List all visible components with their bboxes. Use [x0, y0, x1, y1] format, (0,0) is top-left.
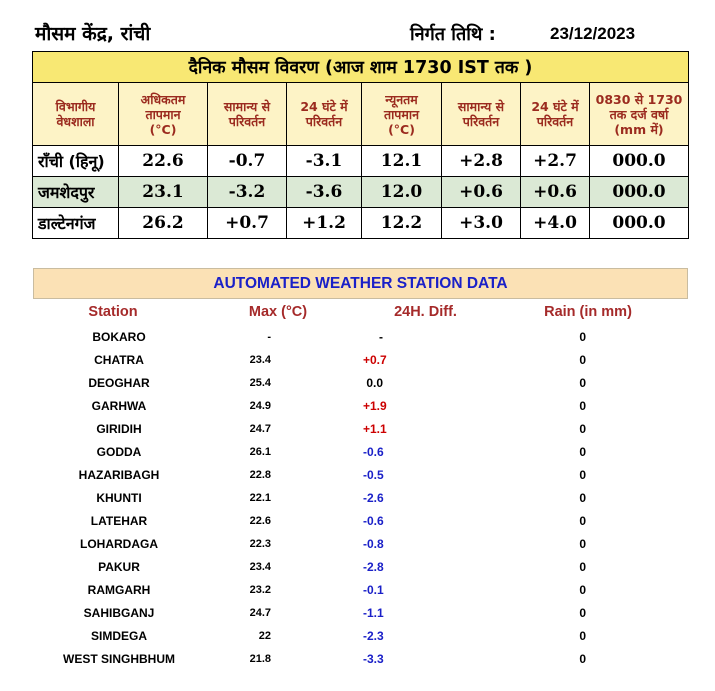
aws-cell-diff: +0.7 — [363, 352, 387, 367]
aws-cell-diff: +1.9 — [363, 398, 387, 413]
aws-cell-rain: 0 — [579, 513, 586, 528]
aws-cell-max: - — [267, 330, 271, 343]
aws-row — [33, 371, 688, 394]
aws-cell-diff: -2.8 — [363, 559, 384, 574]
aws-cell-rain: 0 — [579, 329, 586, 344]
daily-cell-min: 12.2 — [362, 208, 442, 239]
daily-row — [33, 177, 689, 208]
daily-cell-rain: 000.0 — [590, 146, 689, 177]
aws-cell-diff: -2.3 — [363, 628, 384, 643]
aws-cell-rain: 0 — [579, 582, 586, 597]
aws-cell-max: 22.3 — [249, 537, 271, 550]
daily-cell-min: 12.1 — [362, 146, 442, 177]
aws-cell-diff: 0.0 — [366, 375, 383, 390]
aws-header-diff: 24H. Diff. — [394, 304, 457, 320]
aws-cell-max: 24.7 — [249, 606, 271, 619]
aws-cell-rain: 0 — [579, 444, 586, 459]
daily-column-header-line: सामान्य से — [223, 99, 271, 114]
daily-column-header-line: परिवर्तन — [305, 114, 343, 129]
aws-cell-max: 22.1 — [249, 491, 271, 504]
daily-column-header-line: वेधशाला — [56, 114, 95, 129]
aws-cell-station: SAHIBGANJ — [83, 605, 155, 620]
daily-cell-max-dev: -3.2 — [208, 177, 287, 208]
daily-cell-rain: 000.0 — [590, 208, 689, 239]
daily-column-header — [208, 83, 287, 146]
daily-column-header-line: न्यूनतम — [385, 91, 418, 107]
aws-header-row — [33, 299, 688, 325]
daily-cell-station: डाल्टेनगंज — [33, 208, 119, 239]
aws-cell-diff: -1.1 — [363, 605, 384, 620]
aws-row — [33, 348, 688, 371]
aws-cell-rain: 0 — [579, 628, 586, 643]
daily-column-header-line: तक दर्ज वर्षा — [609, 106, 669, 122]
daily-cell-max-dev: -0.7 — [208, 146, 287, 177]
aws-cell-diff: -0.8 — [363, 536, 384, 551]
aws-cell-station: CHATRA — [94, 352, 144, 367]
aws-cell-diff: -3.3 — [363, 651, 384, 666]
aws-row — [33, 532, 688, 555]
aws-cell-rain: 0 — [579, 398, 586, 413]
daily-column-header-line: परिवर्तन — [462, 114, 500, 129]
daily-column-header-line: तापमान — [145, 106, 181, 122]
daily-cell-max: 22.6 — [119, 146, 208, 177]
daily-column-header — [33, 83, 119, 146]
aws-cell-max: 21.8 — [249, 652, 271, 665]
daily-column-header-line: 24 घंटे में — [531, 99, 579, 114]
daily-row — [33, 146, 689, 177]
aws-cell-max: 25.4 — [249, 376, 271, 389]
aws-cell-rain: 0 — [579, 490, 586, 505]
aws-cell-station: GARHWA — [91, 398, 147, 413]
daily-table-title: दैनिक मौसम विवरण (आज शाम 1730 IST तक ) — [33, 52, 689, 83]
daily-cell-min-24h: +2.7 — [521, 146, 590, 177]
aws-row — [33, 555, 688, 578]
aws-cell-station: DEOGHAR — [88, 375, 150, 390]
aws-cell-max: 23.4 — [249, 560, 271, 573]
aws-section — [33, 268, 688, 670]
aws-cell-station: SIMDEGA — [90, 628, 147, 643]
daily-column-header-line: विभागीय — [55, 99, 96, 114]
daily-column-header-line: (mm में) — [614, 121, 664, 137]
daily-cell-station: जमशेदपुर — [33, 177, 119, 208]
aws-cell-diff: -0.6 — [363, 444, 384, 459]
aws-cell-station: HAZARIBAGH — [78, 467, 160, 482]
daily-cell-max-24h: +1.2 — [287, 208, 362, 239]
daily-column-header-line: (°C) — [388, 121, 415, 137]
aws-row — [33, 486, 688, 509]
aws-cell-max: 22.8 — [249, 468, 271, 481]
aws-cell-max: 23.2 — [249, 583, 271, 596]
daily-column-header — [287, 83, 362, 146]
aws-row — [33, 624, 688, 647]
issue-date: 23/12/2023 — [550, 24, 636, 43]
aws-row — [33, 440, 688, 463]
aws-row — [33, 325, 688, 348]
daily-cell-min: 12.0 — [362, 177, 442, 208]
aws-cell-rain: 0 — [579, 375, 586, 390]
daily-column-header-line: अधिकतम — [140, 91, 186, 107]
daily-weather-table — [32, 51, 689, 239]
aws-cell-station: LATEHAR — [90, 513, 148, 528]
aws-row — [33, 463, 688, 486]
daily-column-header — [119, 83, 208, 146]
daily-column-header-line: परिवर्तन — [228, 114, 266, 129]
aws-row — [33, 394, 688, 417]
aws-cell-diff: -2.6 — [363, 490, 384, 505]
aws-cell-rain: 0 — [579, 651, 586, 666]
aws-cell-diff: -0.6 — [363, 513, 384, 528]
aws-row — [33, 647, 688, 670]
aws-row — [33, 601, 688, 624]
aws-header-max: Max (°C) — [248, 304, 308, 320]
daily-cell-max: 23.1 — [119, 177, 208, 208]
daily-column-header-line: परिवर्तन — [536, 114, 574, 129]
aws-cell-station: BOKARO — [92, 329, 146, 344]
aws-cell-diff: -0.1 — [363, 582, 384, 597]
daily-column-header — [590, 83, 689, 146]
aws-cell-station: RAMGARH — [87, 582, 151, 597]
aws-cell-station: GODDA — [96, 444, 142, 459]
aws-cell-rain: 0 — [579, 605, 586, 620]
aws-cell-station: WEST SINGHBHUM — [63, 651, 175, 666]
daily-column-header-line: सामान्य से — [457, 99, 505, 114]
aws-header-rain: Rain (in mm) — [544, 304, 632, 320]
daily-cell-rain: 000.0 — [590, 177, 689, 208]
aws-header-station: Station — [88, 304, 138, 320]
daily-column-header-line: 0830 से 1730 — [595, 91, 683, 107]
daily-cell-max: 26.2 — [119, 208, 208, 239]
daily-column-header — [521, 83, 590, 146]
daily-row — [33, 208, 689, 239]
aws-cell-station: LOHARDAGA — [80, 536, 158, 551]
aws-cell-rain: 0 — [579, 467, 586, 482]
aws-cell-max: 24.9 — [249, 399, 271, 412]
aws-cell-rain: 0 — [579, 536, 586, 551]
daily-cell-max-24h: -3.1 — [287, 146, 362, 177]
aws-cell-rain: 0 — [579, 352, 586, 367]
daily-column-header-line: तापमान — [383, 106, 420, 122]
daily-cell-max-dev: +0.7 — [208, 208, 287, 239]
daily-column-header — [442, 83, 521, 146]
aws-cell-rain: 0 — [579, 421, 586, 436]
aws-cell-max: 24.7 — [249, 422, 271, 435]
aws-cell-rain: 0 — [579, 559, 586, 574]
daily-column-header-line: 24 घंटे में — [300, 99, 348, 114]
daily-cell-station: राँची (हिनू) — [33, 146, 119, 177]
aws-cell-max: 22.6 — [249, 514, 271, 527]
aws-row — [33, 417, 688, 440]
issue-date-label: निर्गत तिथि : — [410, 24, 496, 45]
daily-cell-min-24h: +0.6 — [521, 177, 590, 208]
aws-cell-max: 22 — [258, 629, 271, 642]
aws-row — [33, 509, 688, 532]
aws-cell-diff: +1.1 — [363, 421, 387, 436]
daily-header-row — [33, 83, 689, 146]
aws-cell-diff: -0.5 — [363, 467, 384, 482]
daily-column-header-line: (°C) — [149, 121, 177, 137]
aws-title: AUTOMATED WEATHER STATION DATA — [33, 268, 688, 299]
daily-cell-min-dev: +2.8 — [442, 146, 521, 177]
aws-table — [33, 299, 688, 670]
daily-cell-max-24h: -3.6 — [287, 177, 362, 208]
aws-cell-station: KHUNTI — [96, 490, 142, 505]
daily-cell-min-dev: +0.6 — [442, 177, 521, 208]
daily-cell-min-dev: +3.0 — [442, 208, 521, 239]
aws-cell-diff: - — [379, 329, 383, 344]
aws-cell-station: PAKUR — [98, 559, 140, 574]
daily-cell-min-24h: +4.0 — [521, 208, 590, 239]
daily-column-header — [362, 83, 442, 146]
aws-cell-max: 23.4 — [249, 353, 271, 366]
aws-cell-max: 26.1 — [249, 445, 271, 458]
aws-cell-station: GIRIDIH — [96, 421, 142, 436]
office-name: मौसम केंद्र, रांची — [35, 23, 151, 45]
aws-row — [33, 578, 688, 601]
